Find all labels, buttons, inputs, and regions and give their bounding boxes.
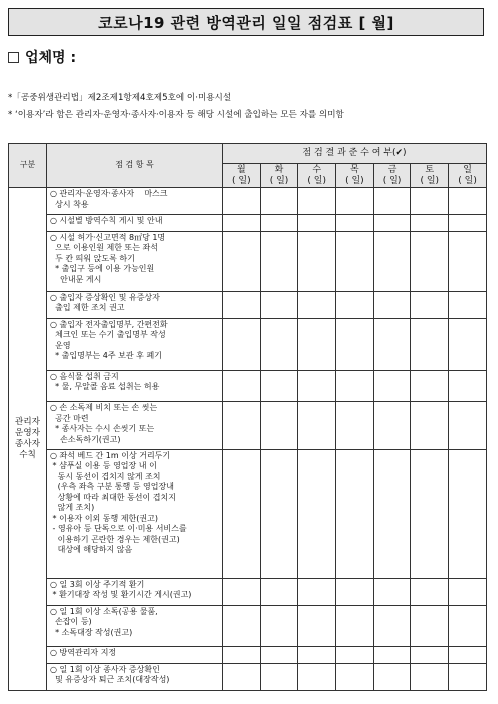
check-cell[interactable] [373, 231, 411, 291]
table-row [9, 318, 487, 370]
check-cell[interactable] [373, 291, 411, 318]
items-header: 점 검 항 목 [47, 144, 223, 188]
check-cell[interactable] [260, 188, 298, 215]
table-row [9, 578, 487, 605]
check-item-line: ○ 관리자·운영자·종사자 마스크 [50, 189, 168, 198]
check-item [47, 449, 223, 578]
check-cell[interactable] [373, 402, 411, 450]
check-cell[interactable] [336, 647, 374, 664]
check-item-line: 으로 이용인원 제한 또는 좌석 [50, 243, 158, 253]
day-header [373, 164, 411, 188]
check-item-line: * 종사자는 수시 손씻기 또는 [50, 424, 155, 434]
check-cell[interactable] [411, 663, 449, 690]
note-line: *「공중위생관리법」제2조제1항제4호제5호에 이·미용시설 [8, 93, 232, 103]
check-cell[interactable] [411, 215, 449, 232]
table-row [9, 402, 487, 450]
check-cell[interactable] [298, 578, 336, 605]
check-item [47, 215, 223, 232]
day-header [298, 164, 336, 188]
day-header [336, 164, 374, 188]
check-item-line: 동시 동선이 겹치지 않게 조치 [50, 471, 161, 481]
check-cell[interactable] [260, 231, 298, 291]
check-cell[interactable] [260, 647, 298, 664]
check-cell[interactable] [449, 318, 487, 370]
note-line: * ‘이용자’라 함은 관리자·운영자·종사자·이용자 등 해당 시설에 출입하는 모든 자를 의미함 [8, 110, 344, 120]
check-cell[interactable] [411, 231, 449, 291]
check-item-line: ○ 일 1회 이상 소독(공용 물품, [50, 606, 158, 616]
day-date: ( 일) [420, 175, 440, 186]
check-item-line: ○ 출입자 전자출입명부, 간편전화 [50, 319, 168, 329]
check-cell[interactable] [260, 402, 298, 450]
check-cell[interactable] [373, 188, 411, 215]
check-item-line: 공간 마련 [50, 413, 89, 423]
check-cell[interactable] [298, 318, 336, 370]
notes [8, 90, 492, 124]
check-item-line: ○ 시설 허가·신고면적 8㎡당 1명 [50, 232, 166, 242]
checkbox-icon [8, 52, 19, 63]
check-item-line: (우측 좌측 구분 통행 등 영업장내 [50, 482, 174, 492]
check-cell[interactable] [223, 215, 261, 232]
check-item-line: 운영 [50, 340, 71, 350]
check-cell[interactable] [411, 291, 449, 318]
table-row [9, 370, 487, 401]
check-cell[interactable] [336, 188, 374, 215]
check-cell[interactable] [449, 605, 487, 647]
category-label: 관리자 운영자 종사자 수칙 [15, 417, 40, 460]
check-item-line: 이용하기 곤란한 경우는 제한(권고) [50, 534, 180, 544]
category-cell [9, 188, 47, 691]
check-cell[interactable] [260, 578, 298, 605]
check-cell[interactable] [411, 449, 449, 578]
day-date: ( 일) [307, 175, 326, 186]
day-header [260, 164, 298, 188]
day-name: 목 [350, 164, 359, 175]
check-item [47, 291, 223, 318]
check-cell[interactable] [449, 188, 487, 215]
check-cell[interactable] [260, 291, 298, 318]
check-item [47, 647, 223, 664]
check-item-line: 상황에 따라 최대한 동선이 겹치지 [50, 492, 176, 502]
check-cell[interactable] [336, 231, 374, 291]
check-item [47, 370, 223, 401]
check-cell[interactable] [373, 647, 411, 664]
check-cell[interactable] [411, 370, 449, 401]
check-cell[interactable] [223, 647, 261, 664]
check-cell[interactable] [298, 647, 336, 664]
check-item-line: 체크인 또는 수기 출입명부 작성 [50, 330, 166, 340]
table-row [9, 188, 487, 215]
check-item-line: * 샴푸실 이용 등 영업장 내 이 [50, 461, 157, 471]
day-name: 일 [463, 164, 472, 175]
check-cell[interactable] [449, 663, 487, 690]
check-cell[interactable] [373, 215, 411, 232]
check-cell[interactable] [260, 215, 298, 232]
check-cell[interactable] [298, 402, 336, 450]
day-name: 금 [387, 164, 397, 175]
check-item [47, 605, 223, 647]
table-row [9, 291, 487, 318]
table-row [9, 215, 487, 232]
check-item-line: * 이용자 이외 동행 제한(권고) [50, 513, 158, 523]
check-item-line: * 출입구 등에 이용 가능인원 [50, 264, 155, 274]
check-item-line: ○ 일 1회 이상 종사자 증상확인 [50, 664, 160, 674]
check-item-line: 및 유증상자 퇴근 조치(대장작성) [50, 675, 170, 685]
check-cell[interactable] [449, 402, 487, 450]
check-cell[interactable] [449, 449, 487, 578]
check-item [47, 663, 223, 690]
check-item-line: ○ 출입자 증상확인 및 유증상자 [50, 292, 160, 302]
check-cell[interactable] [411, 402, 449, 450]
check-cell[interactable] [373, 578, 411, 605]
check-cell[interactable] [373, 605, 411, 647]
day-header [449, 164, 487, 188]
check-item-line: 손소독하기(권고) [50, 434, 121, 444]
day-header [411, 164, 449, 188]
day-name: 토 [425, 164, 435, 175]
check-item [47, 578, 223, 605]
check-item [47, 188, 223, 215]
check-cell[interactable] [223, 663, 261, 690]
check-item-line: 않게 조치) [50, 503, 95, 513]
table-row [9, 449, 487, 578]
check-item-line: * 환기대장 작성 및 환기시간 게시(권고) [50, 590, 192, 600]
check-cell[interactable] [336, 605, 374, 647]
check-item [47, 231, 223, 291]
check-cell[interactable] [298, 215, 336, 232]
check-cell[interactable] [411, 578, 449, 605]
check-cell[interactable] [336, 291, 374, 318]
check-cell[interactable] [260, 370, 298, 401]
check-cell[interactable] [260, 449, 298, 578]
check-cell[interactable] [223, 402, 261, 450]
table-row [9, 605, 487, 647]
day-date: ( 일) [269, 175, 289, 186]
check-cell[interactable] [336, 663, 374, 690]
check-cell[interactable] [260, 318, 298, 370]
check-item-line: ○ 손 소독제 비치 또는 손 씻는 [50, 403, 158, 413]
check-cell[interactable] [223, 291, 261, 318]
check-cell[interactable] [298, 231, 336, 291]
check-cell[interactable] [373, 318, 411, 370]
check-cell[interactable] [298, 449, 336, 578]
check-item-line: * 출입명부는 4주 보관 후 폐기 [50, 351, 162, 361]
check-item-line: 출입 제한 조치 권고 [50, 303, 125, 313]
results-header: 점 검 결 과 준 수 여 부(✔) [223, 144, 487, 164]
check-cell[interactable] [223, 188, 261, 215]
day-date: ( 일) [345, 175, 364, 186]
check-item [47, 402, 223, 450]
check-item-line: ○ 음식물 섭취 금지 [50, 371, 119, 381]
business-name-field[interactable] [8, 47, 76, 67]
check-cell[interactable] [298, 291, 336, 318]
check-item-line: 안내문 게시 [50, 274, 102, 284]
day-name: 월 [236, 164, 246, 175]
check-cell[interactable] [223, 578, 261, 605]
day-date: ( 일) [458, 175, 477, 186]
check-item-line: - 영유아 등 단독으로 이·미용 서비스를 [50, 524, 187, 534]
check-item-line: * 소독대장 작성(권고) [50, 627, 133, 637]
check-cell[interactable] [411, 318, 449, 370]
check-cell[interactable] [373, 449, 411, 578]
check-item-line: ○ 좌석 베드 간 1m 이상 거리두기 [50, 450, 171, 460]
check-cell[interactable] [411, 647, 449, 664]
day-date: ( 일) [232, 175, 251, 186]
page-title: 코로나19 관련 방역관리 일일 점검표 [ 월] [8, 8, 484, 36]
check-item [47, 318, 223, 370]
table-row [9, 663, 487, 690]
check-item-line: 대상에 해당하지 않음 [50, 545, 133, 555]
day-date: ( 일) [382, 175, 402, 186]
check-cell[interactable] [373, 370, 411, 401]
check-item-line: ○ 방역관리자 지정 [50, 648, 117, 658]
check-cell[interactable] [298, 663, 336, 690]
table-row [9, 231, 487, 291]
check-cell[interactable] [449, 215, 487, 232]
check-cell[interactable] [411, 605, 449, 647]
check-cell[interactable] [298, 188, 336, 215]
check-cell[interactable] [336, 578, 374, 605]
day-name: 수 [312, 164, 322, 175]
check-cell[interactable] [449, 231, 487, 291]
check-item-line: 상시 착용 [50, 199, 89, 209]
check-cell[interactable] [449, 291, 487, 318]
check-cell[interactable] [411, 188, 449, 215]
check-cell[interactable] [260, 663, 298, 690]
check-cell[interactable] [223, 605, 261, 647]
check-cell[interactable] [223, 318, 261, 370]
business-name-label: 업체명 : [25, 50, 77, 66]
check-cell[interactable] [223, 370, 261, 401]
check-item-line: ○ 일 3회 이상 주기적 환기 [50, 579, 145, 589]
check-cell[interactable] [336, 215, 374, 232]
check-cell[interactable] [449, 578, 487, 605]
check-cell[interactable] [336, 449, 374, 578]
check-cell[interactable] [336, 318, 374, 370]
check-cell[interactable] [449, 647, 487, 664]
check-item-line: ○ 시설별 방역수칙 게시 및 안내 [50, 216, 163, 226]
check-cell[interactable] [298, 605, 336, 647]
check-cell[interactable] [373, 663, 411, 690]
checklist-table [8, 143, 487, 691]
check-cell[interactable] [336, 370, 374, 401]
check-cell[interactable] [223, 449, 261, 578]
table-row [9, 647, 487, 664]
check-cell[interactable] [449, 370, 487, 401]
check-item-line: * 물, 무알콜 음료 섭취는 허용 [50, 382, 160, 392]
day-name: 화 [274, 164, 284, 175]
check-cell[interactable] [298, 370, 336, 401]
check-cell[interactable] [260, 605, 298, 647]
check-cell[interactable] [223, 231, 261, 291]
check-item-line: 두 칸 띄워 앉도록 하기 [50, 253, 135, 263]
day-header [223, 164, 261, 188]
check-item-line: 손잡이 등) [50, 617, 92, 627]
check-cell[interactable] [336, 402, 374, 450]
category-header: 구분 [9, 144, 47, 188]
